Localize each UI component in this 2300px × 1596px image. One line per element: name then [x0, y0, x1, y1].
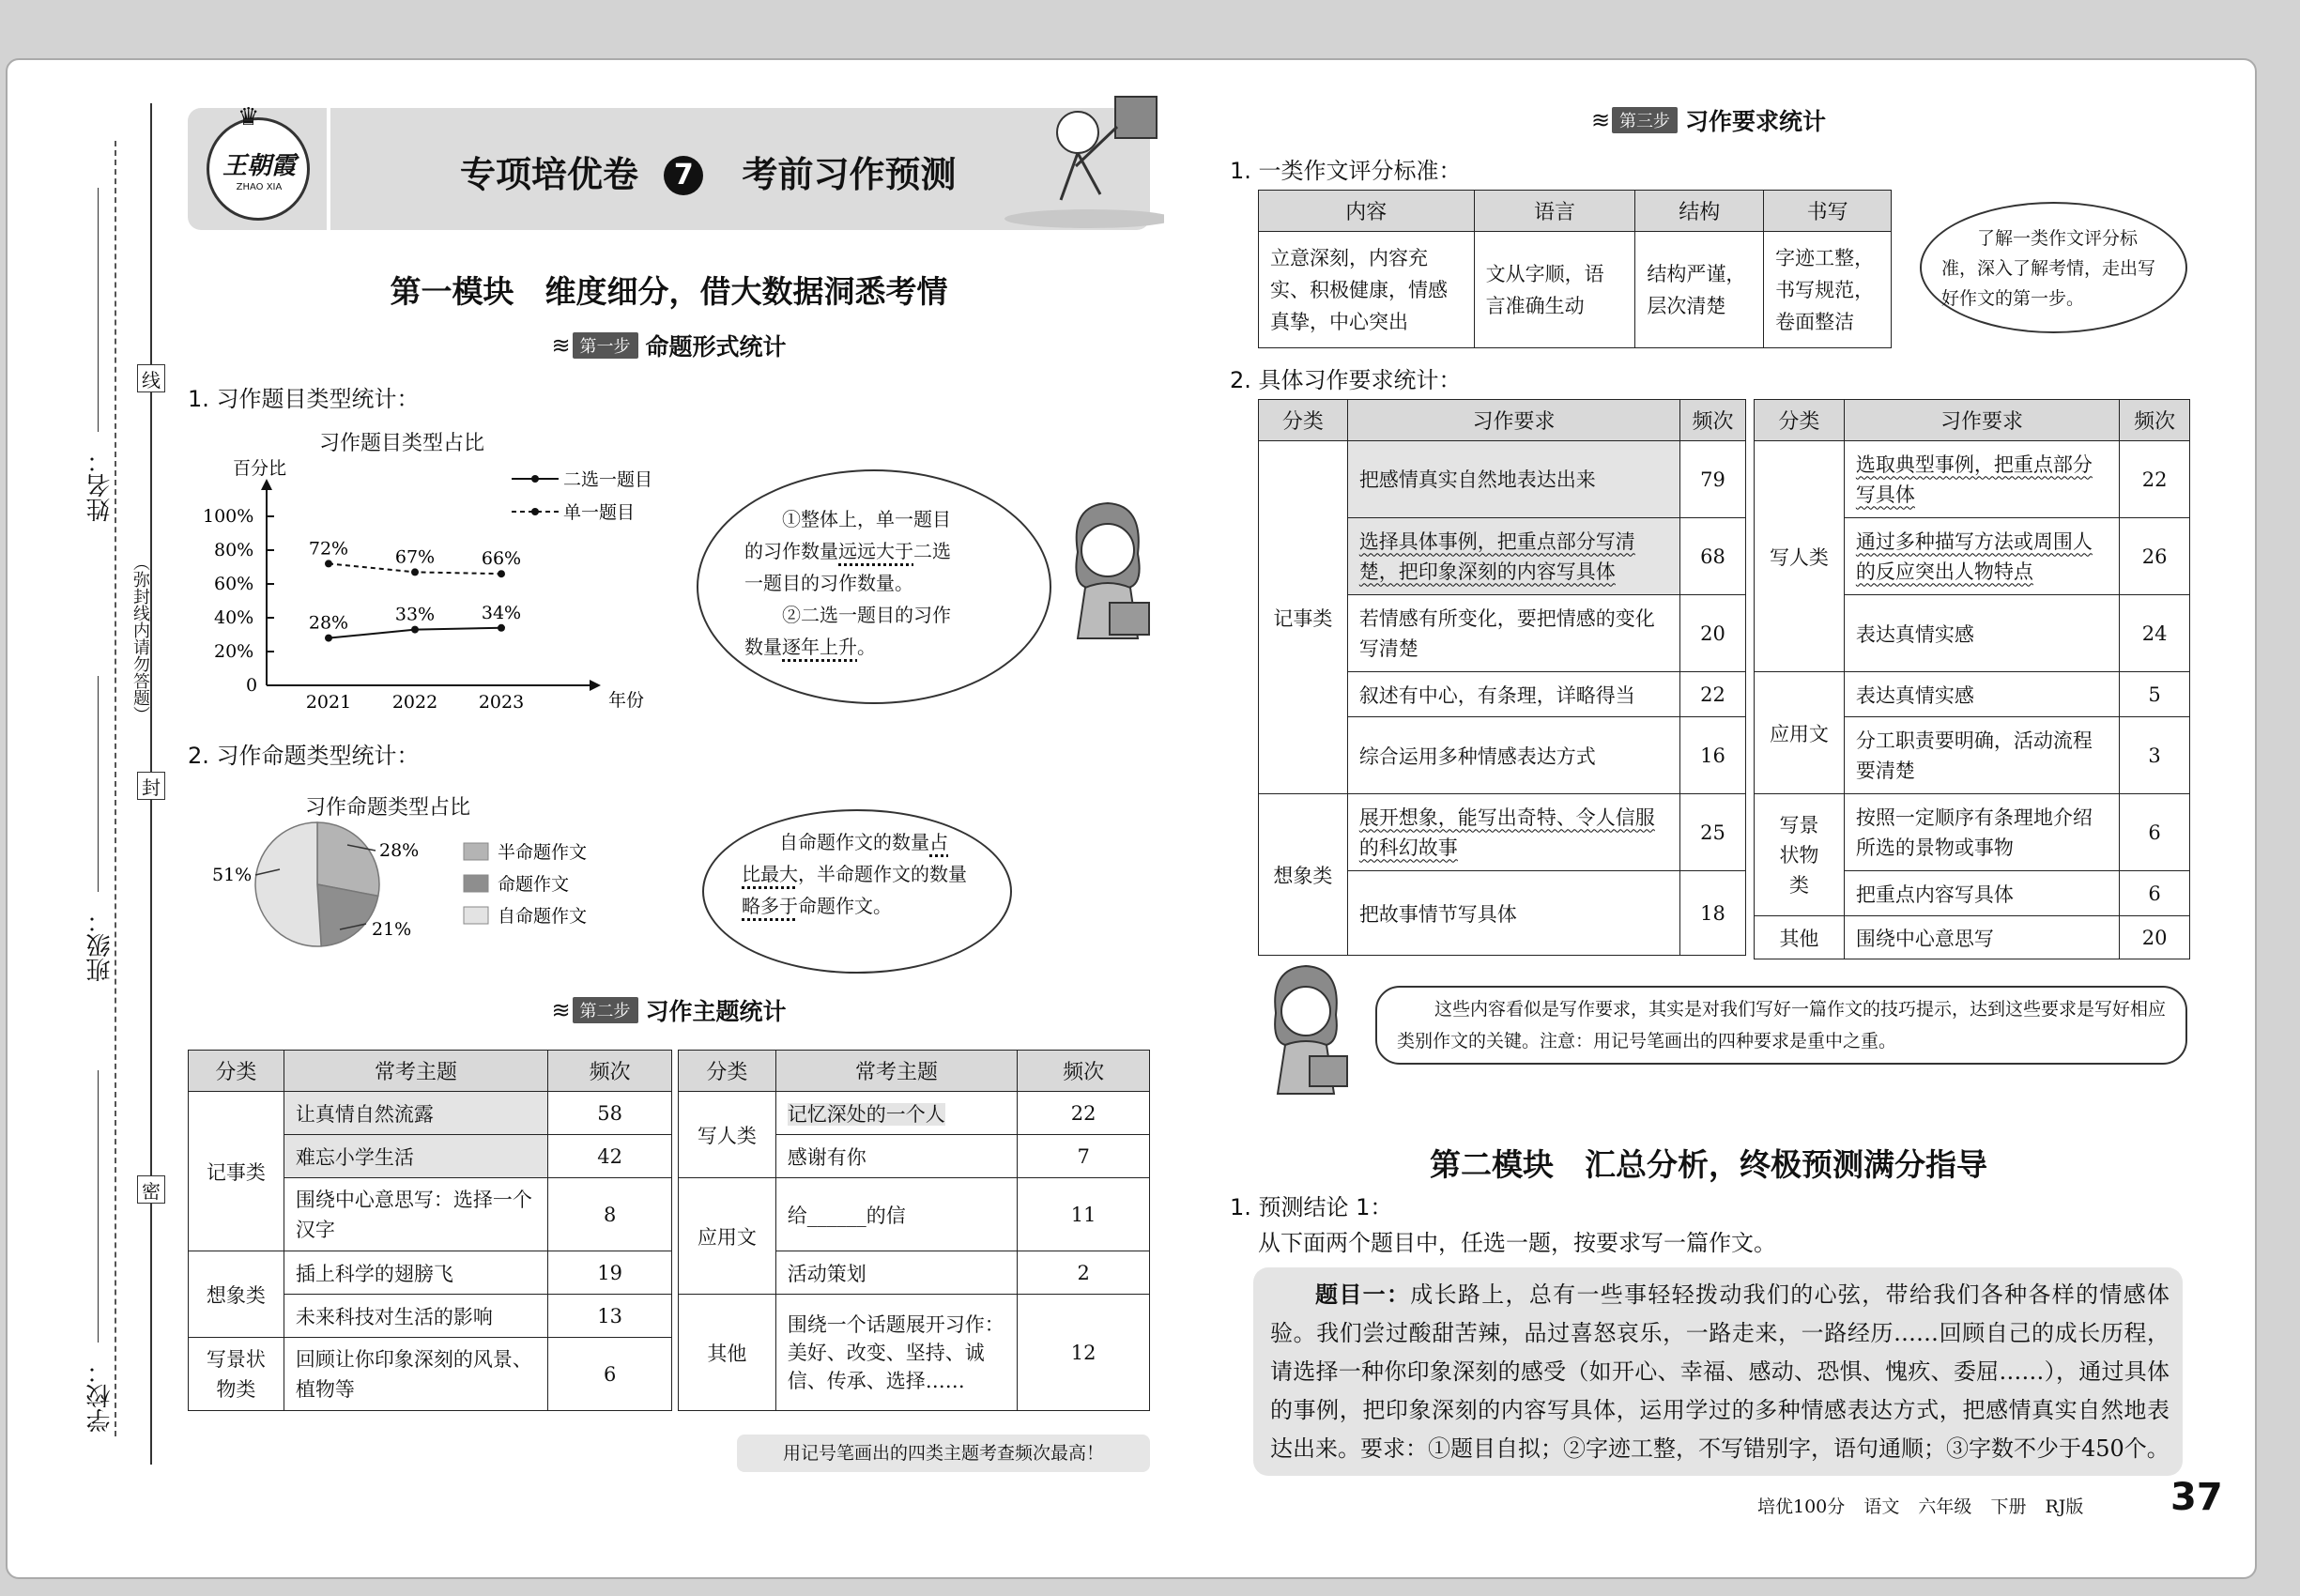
point-single-2022 — [411, 568, 419, 575]
th-writing: 书写 — [1764, 191, 1892, 232]
title-number: 7 — [664, 156, 703, 195]
req-cell: 把重点内容写具体 — [1844, 871, 2119, 916]
th-frequency: 频次 — [2120, 400, 2190, 441]
category-cell: 记事类 — [189, 1092, 284, 1251]
req-text: 展开想象，能写出奇特、令人信服的科幻故事 — [1358, 806, 1655, 859]
category-cell: 想象类 — [1259, 794, 1348, 956]
point-single-2021 — [325, 560, 332, 567]
footer — [1757, 1493, 2083, 1518]
y-tick-0: 0 — [246, 675, 258, 696]
freq-cell: 19 — [548, 1251, 672, 1295]
point-single-2023 — [498, 570, 505, 577]
freq-cell: 13 — [548, 1295, 672, 1338]
bubble1-l5c: 。 — [857, 636, 876, 658]
topic-cell: 未来科技对生活的影响 — [284, 1295, 547, 1338]
pie-chart-title: 习作命题类型占比 — [305, 796, 471, 820]
category-cell: 应用文 — [679, 1178, 776, 1295]
freq-cell: 6 — [2120, 794, 2190, 871]
binding-strip — [0, 0, 188, 1596]
bubble1-l2a: 的习作数量 — [744, 540, 838, 562]
r1-label: 1. 一类作文评分标准： — [1230, 158, 1462, 184]
topic-cell — [284, 1092, 547, 1135]
bubble1-l5b: 逐年上升 — [782, 636, 857, 658]
slice-full-topic — [317, 884, 378, 946]
th-category: 分类 — [1259, 400, 1348, 441]
freq-cell: 20 — [2120, 916, 2190, 959]
bubble2-line3 — [742, 890, 986, 922]
title-part-b: 考前习作预测 — [742, 154, 957, 195]
footer-volume: 下册 — [1990, 1496, 2027, 1517]
th-frequency: 频次 — [1680, 400, 1746, 441]
topic-text: 难忘小学生活 — [295, 1145, 414, 1169]
bubble-1-text — [744, 503, 1026, 663]
topic-text: 让真情自然流露 — [295, 1102, 434, 1126]
brand-logo — [207, 103, 310, 221]
category-cell: 其他 — [679, 1295, 776, 1411]
legend-dashed-dot — [531, 508, 539, 515]
freq-cell: 22 — [2120, 441, 2190, 518]
freq-cell: 24 — [2120, 595, 2190, 672]
runner-illustration — [986, 89, 1164, 230]
topic-cell: 插上科学的翅膀飞 — [284, 1251, 547, 1295]
bubble2-l2a: 比最大 — [742, 863, 798, 885]
q1-label: 1. 习作题目类型统计： — [188, 386, 420, 412]
page-number: 37 — [2170, 1476, 2223, 1519]
class-label: 班级： — [86, 909, 115, 982]
x-axis-arrow — [590, 680, 601, 691]
criteria-writing: 字迹工整，书写规范，卷面整洁 — [1764, 232, 1892, 348]
th-topic: 常考主题 — [284, 1051, 547, 1092]
bubble1-line2 — [744, 535, 1026, 567]
topic-cell: 活动策划 — [775, 1251, 1018, 1295]
topic-table-left — [188, 1050, 672, 1411]
bubble2-l1a: 自命题作文的数量 — [779, 831, 929, 853]
bubble2-l2b: ，半命题作文的数量 — [798, 863, 967, 885]
freq-cell: 22 — [1018, 1092, 1150, 1135]
req-cell — [1347, 518, 1679, 595]
legend-swatch-self — [464, 907, 488, 924]
legend-self: 自命题作文 — [498, 906, 588, 927]
seal-warning: （弥封线内请勿答题） — [126, 554, 150, 723]
line-chart-title: 习作题目类型占比 — [319, 432, 485, 455]
freq-cell: 79 — [1680, 441, 1746, 518]
girl-illustration — [1051, 498, 1155, 657]
req-cell: 表达真情实感 — [1844, 595, 2119, 672]
footer-subject: 语文 — [1863, 1496, 1900, 1517]
step2-badge: 第二步 — [573, 997, 638, 1023]
criteria-content: 立意深刻，内容充实、积极健康，情感真挚，中心突出 — [1259, 232, 1475, 348]
bubble-2-text — [742, 826, 986, 922]
topic-cell: 围绕一个话题展开习作：美好、改变、坚持、诚信、传承、选择…… — [775, 1295, 1018, 1411]
label-single-2021: 72% — [308, 538, 349, 560]
th-category: 分类 — [1755, 400, 1845, 441]
x-tick-2022: 2022 — [391, 692, 438, 713]
freq-cell: 2 — [1018, 1251, 1150, 1295]
freq-cell: 16 — [1680, 717, 1746, 794]
bubble1-line4: ②二选一题目的习作 — [782, 604, 951, 626]
line-char: 线 — [137, 364, 165, 392]
pie-chart — [207, 817, 638, 958]
school-field[interactable] — [98, 1070, 99, 1343]
marker-note: 用记号笔画出的四类主题考查频次最高！ — [737, 1435, 1150, 1472]
legend-swatch-full — [464, 875, 488, 892]
point-two-choice-2023 — [498, 624, 505, 632]
topic-cell: 围绕中心意思写：选择一个汉字 — [284, 1178, 547, 1251]
th-topic: 常考主题 — [775, 1051, 1018, 1092]
topic-cell — [775, 1092, 1018, 1135]
prompt-box — [1253, 1267, 2183, 1476]
step3-badge: 第三步 — [1612, 107, 1678, 133]
label-half-topic: 28% — [379, 840, 420, 861]
label-single-2022: 67% — [394, 546, 436, 568]
y-tick-60: 60% — [214, 574, 254, 594]
criteria-language: 文从字顺，语言准确生动 — [1474, 232, 1635, 348]
slice-half-topic — [317, 822, 379, 896]
freq-cell: 42 — [548, 1135, 672, 1178]
y-tick-80: 80% — [214, 540, 254, 560]
title-part-a: 专项培优卷 — [460, 154, 639, 195]
class-field[interactable] — [98, 676, 99, 892]
th-content: 内容 — [1259, 191, 1475, 232]
bubble1-l2b: 远远大于 — [838, 540, 913, 562]
freq-cell: 22 — [1680, 672, 1746, 717]
topic-cell: 给______的信 — [775, 1178, 1018, 1251]
freq-cell: 8 — [548, 1178, 672, 1251]
step2-title: 习作主题统计 — [645, 998, 787, 1025]
req-text: 选择具体事例，把重点部分写清楚，把印象深刻的内容写具体 — [1358, 529, 1635, 583]
prompt-label: 题目一： — [1315, 1281, 1411, 1308]
requirements-table-right — [1754, 399, 2190, 959]
freq-cell: 7 — [1018, 1135, 1150, 1178]
y-axis-arrow — [261, 479, 272, 490]
req-cell — [1844, 518, 2119, 595]
category-cell: 写人类 — [1755, 441, 1845, 672]
topic-cell — [284, 1135, 547, 1178]
module1-title: 第一模块 维度细分，借大数据洞悉考情 — [390, 273, 948, 310]
scoring-table — [1258, 190, 1892, 348]
y-tick-40: 40% — [214, 607, 254, 628]
freq-cell: 3 — [2120, 717, 2190, 794]
freq-cell: 6 — [2120, 871, 2190, 916]
bubble2-l3a: 略多于 — [742, 895, 798, 917]
step1-header — [188, 329, 1150, 362]
y-tick-100: 100% — [203, 506, 254, 527]
category-cell: 其他 — [1755, 916, 1845, 959]
bubble-3-text: 了解一类作文评分标准，深入了解考情，走出写好作文的第一步。 — [1941, 228, 2156, 309]
th-frequency: 频次 — [548, 1051, 672, 1092]
point-two-choice-2021 — [325, 635, 332, 642]
x-axis-label: 年份 — [608, 690, 645, 711]
freq-cell: 68 — [1680, 518, 1746, 595]
category-cell: 记事类 — [1259, 441, 1348, 794]
req-cell: 把感情真实自然地表达出来 — [1347, 441, 1679, 518]
school-label: 学校： — [86, 1359, 115, 1433]
req-cell: 按照一定顺序有条理地介绍所选的景物或事物 — [1844, 794, 2119, 871]
prompt-text: 成长路上，总有一些事轻轻拨动我们的心弦，带给我们各种各样的情感体验。我们尝过酸甜苦辣，品过喜怒哀乐，一路走来，一路经历……回顾自己的成长历程，请选择一种你印象深刻的感受（如开心、幸福、感动、恐惧、愧疚、委屈……），通过具体的事例，把印象深刻的内容写具体，运用学过的多种情感表达方式，把感情真实自然地表达出来。要求：①题目自拟；②字迹工整，不写错别字，语句通顺；③字数不少于450个。 — [1270, 1281, 2170, 1462]
freq-cell: 6 — [548, 1338, 672, 1411]
freq-cell: 26 — [2120, 518, 2190, 595]
wave-icon: ≋ — [551, 332, 571, 359]
req-cell: 分工职责要明确，活动流程要清楚 — [1844, 717, 2119, 794]
bubble2-l3b: 命题作文。 — [798, 895, 892, 917]
req-cell: 围绕中心意思写 — [1844, 916, 2119, 959]
freq-cell: 25 — [1680, 794, 1746, 871]
footer-series: 培优100分 — [1757, 1496, 1846, 1517]
step3-title: 习作要求统计 — [1685, 108, 1827, 135]
banner-divider — [327, 108, 330, 230]
topic-text: 记忆深处的一个人 — [787, 1102, 945, 1126]
label-single-2023: 66% — [481, 548, 522, 570]
freq-cell: 5 — [2120, 672, 2190, 717]
step3-header — [1220, 103, 2197, 137]
th-requirement: 习作要求 — [1844, 400, 2119, 441]
r2-label: 2. 具体习作要求统计： — [1230, 367, 1462, 393]
binding-line-inner — [115, 141, 116, 1436]
module2-title: 第二模块 汇总分析，终极预测满分指导 — [1430, 1146, 1987, 1183]
footer-edition: RJ版 — [2045, 1496, 2084, 1517]
criteria-structure: 结构严谨，层次清楚 — [1635, 232, 1764, 348]
req-cell: 若情感有所变化，要把情感的变化写清楚 — [1347, 595, 1679, 672]
freq-cell: 18 — [1680, 871, 1746, 956]
footer-grade: 六年级 — [1918, 1496, 1972, 1517]
topic-cell: 回顾让你印象深刻的风景、植物等 — [284, 1338, 547, 1411]
th-structure: 结构 — [1635, 191, 1764, 232]
y-axis-label: 百分比 — [233, 458, 287, 479]
freq-cell: 11 — [1018, 1178, 1150, 1251]
pred-instruction: 从下面两个题目中，任选一题，按要求写一篇作文。 — [1258, 1230, 1776, 1256]
th-category: 分类 — [679, 1051, 776, 1092]
brand-sub: ZHAO XIA — [236, 182, 283, 192]
th-frequency: 频次 — [1018, 1051, 1150, 1092]
seal-char: 封 — [137, 772, 165, 800]
legend-swatch-half — [464, 843, 488, 860]
bubble1-l5a: 数量 — [744, 636, 782, 658]
label-two-choice-2021: 28% — [308, 612, 349, 634]
x-tick-2023: 2023 — [478, 692, 525, 713]
label-two-choice-2022: 33% — [394, 604, 436, 625]
q2-label: 2. 习作命题类型统计： — [188, 743, 420, 769]
step1-badge: 第一步 — [573, 332, 638, 359]
bubble2-line1 — [742, 826, 986, 858]
bubble2-l1b: 占 — [929, 831, 948, 853]
freq-cell: 20 — [1680, 595, 1746, 672]
step2-header — [188, 993, 1150, 1027]
freq-cell: 58 — [548, 1092, 672, 1135]
category-cell: 写人类 — [679, 1092, 776, 1178]
legend-full: 命题作文 — [498, 874, 570, 895]
requirements-table-left — [1258, 399, 1746, 956]
point-two-choice-2022 — [411, 626, 419, 634]
th-category: 分类 — [189, 1051, 284, 1092]
wave-icon: ≋ — [1590, 107, 1611, 133]
bubble1-line1: ①整体上，单一题目 — [782, 508, 951, 530]
label-self-topic: 51% — [212, 865, 253, 885]
topic-table-right — [678, 1050, 1150, 1411]
fold-char: 密 — [137, 1175, 165, 1204]
bubble1-line5 — [744, 631, 1026, 663]
y-tick-20: 20% — [214, 641, 254, 662]
bubble2-line2 — [742, 858, 986, 890]
slice-self-topic — [255, 822, 321, 946]
req-cell — [1347, 794, 1679, 871]
pred-label: 1. 预测结论 1： — [1230, 1194, 1393, 1220]
req-text: 通过多种描写方法或周围人的反应突出人物特点 — [1855, 529, 2093, 583]
req-text: 选取典型事例，把重点部分写具体 — [1855, 453, 2093, 506]
name-field[interactable] — [98, 188, 99, 432]
req-cell: 把故事情节写具体 — [1347, 871, 1679, 956]
category-cell: 应用文 — [1755, 672, 1845, 794]
topic-cell: 感谢有你 — [775, 1135, 1018, 1178]
header-banner — [188, 103, 1150, 230]
bubble1-line3: 一题目的习作数量。 — [744, 572, 913, 594]
legend-half: 半命题作文 — [498, 842, 588, 863]
req-cell: 综合运用多种情感表达方式 — [1347, 717, 1679, 794]
brand-name: 王朝霞 — [222, 152, 296, 180]
freq-cell: 12 — [1018, 1295, 1150, 1411]
legend-solid-dot — [531, 475, 539, 483]
th-language: 语言 — [1474, 191, 1635, 232]
page-title — [460, 146, 957, 197]
wave-icon: ≋ — [551, 997, 571, 1023]
category-cell: 写景状物类 — [1755, 794, 1845, 916]
th-requirement: 习作要求 — [1347, 400, 1679, 441]
tip-text: 这些内容看似是写作要求，其实是对我们写好一篇作文的技巧提示，达到这些要求是写好相应类别作文的关键。注意：用记号笔画出的四种要求是重中之重。 — [1397, 999, 2167, 1051]
req-cell — [1844, 441, 2119, 518]
step1-title: 命题形式统计 — [645, 333, 787, 361]
category-cell: 想象类 — [189, 1251, 284, 1338]
label-full-topic: 21% — [372, 919, 412, 940]
bubble1-l2c: 二选 — [913, 540, 951, 562]
legend-single: 单一题目 — [563, 502, 636, 523]
legend-two-choice: 二选一题目 — [563, 469, 653, 490]
name-label: 姓名： — [86, 449, 115, 522]
girl-illustration-2 — [1253, 962, 1357, 1103]
req-cell: 表达真情实感 — [1844, 672, 2119, 717]
x-tick-2021: 2021 — [305, 692, 352, 713]
line-chart — [188, 451, 676, 732]
label-two-choice-2023: 34% — [481, 602, 522, 623]
req-cell: 叙述有中心，有条理，详略得当 — [1347, 672, 1679, 717]
crown-icon: ♛ — [238, 103, 260, 131]
category-cell: 写景状物类 — [189, 1338, 284, 1411]
